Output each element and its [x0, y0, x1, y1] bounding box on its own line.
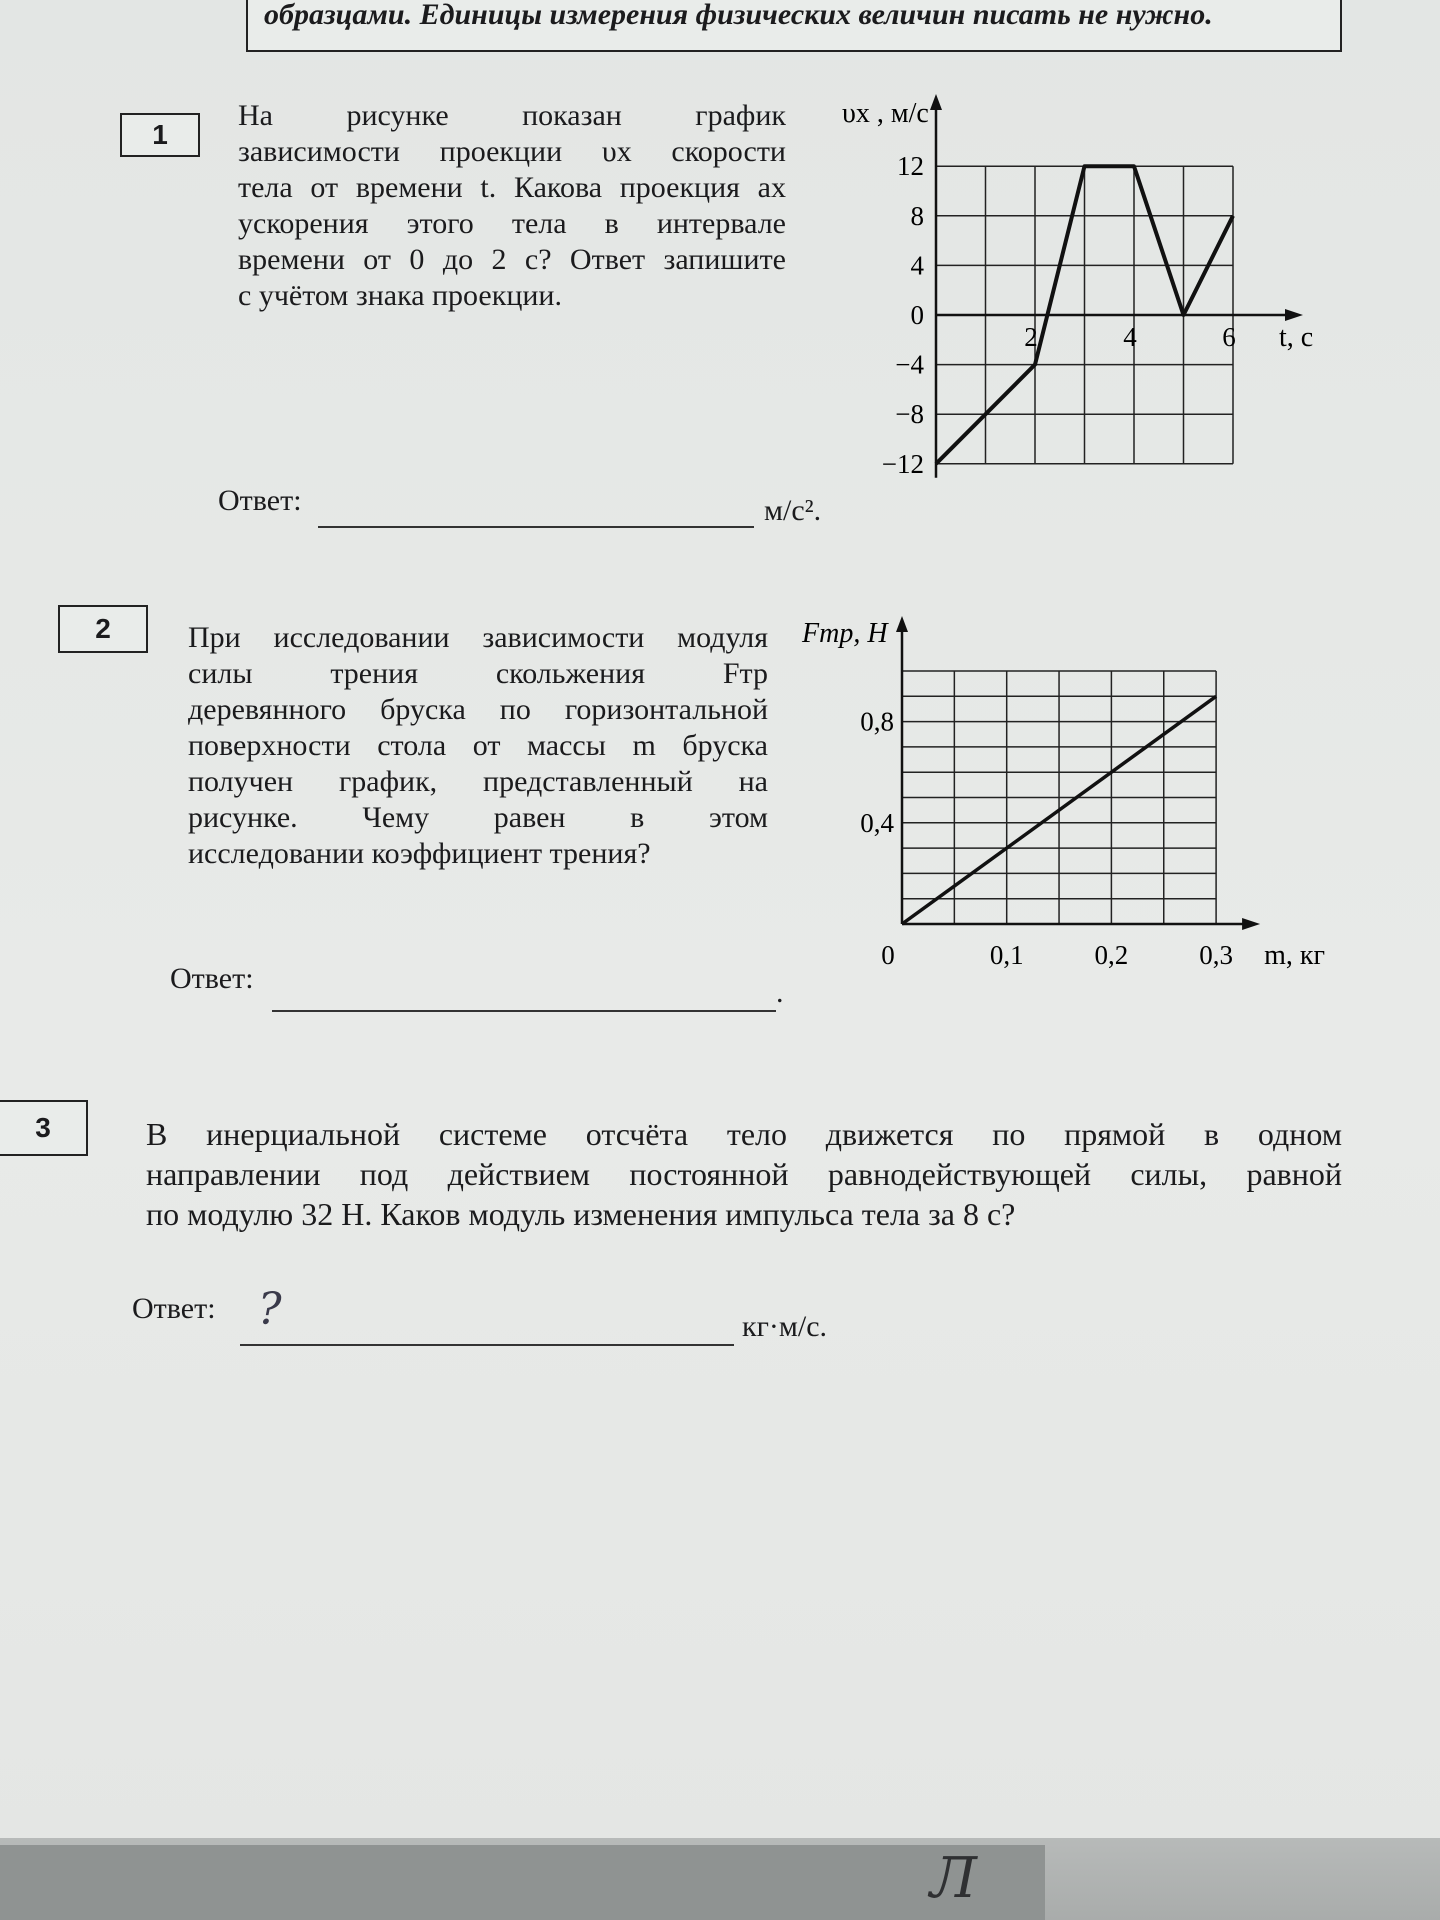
velocity-time-chart: [840, 92, 1340, 492]
y-axis-arrow: [930, 94, 942, 110]
y-tick-label: 0,8: [860, 706, 894, 737]
y-axis-label: υx , м/с: [842, 98, 929, 129]
x-tick-label: 4: [1123, 322, 1137, 352]
handwritten-mark: Л: [930, 1846, 977, 1911]
x-axis-arrow: [1285, 309, 1303, 321]
x-tick-label: 6: [1222, 322, 1236, 352]
question-2-line: деревянного бруска по горизонтальной: [188, 693, 768, 726]
question-1-answer-unit: м/с².: [764, 494, 822, 527]
question-2-number: 2: [58, 605, 148, 653]
x-axis-arrow: [1242, 918, 1260, 930]
question-3-answer-unit: кг·м/с.: [742, 1310, 828, 1343]
question-2-text: [188, 620, 768, 872]
question-2-line: При исследовании зависимости модуля: [188, 621, 768, 654]
y-tick-label: 12: [897, 151, 924, 182]
question-3-number: 3: [0, 1100, 88, 1156]
question-2-line: исследовании коэффициент трения?: [188, 837, 651, 870]
question-1-text: [238, 98, 786, 314]
y-tick-label: 8: [910, 200, 924, 231]
question-3-answer-field[interactable]: [240, 1284, 734, 1346]
question-2-line: рисунке. Чему равен в этом: [188, 801, 768, 834]
x-axis-label: m, кг: [1264, 940, 1325, 971]
instructions-line-2: образцами. Единицы измерения физических величин писать не нужно.: [264, 0, 1213, 31]
friction-force-mass-chart: [796, 612, 1356, 992]
x-tick-label: 0,2: [1094, 940, 1129, 970]
y-tick-label: 4: [910, 250, 924, 281]
y-tick-label: 0: [910, 300, 924, 330]
y-tick-label: −12: [881, 448, 924, 479]
question-2-answer-unit: .: [776, 976, 784, 1009]
question-3-line: В инерциальной системе отсчёта тело движется по прямой в одном: [146, 1116, 1342, 1152]
question-3-answer-label: Ответ:: [132, 1292, 216, 1325]
y-tick-label: −4: [895, 349, 924, 380]
x-tick-label: 2: [1024, 322, 1038, 352]
y-tick-label: 0,4: [860, 807, 894, 838]
y-tick-label: −8: [895, 399, 924, 430]
question-3-text: [146, 1114, 1342, 1234]
question-2-line: получен график, представленный на: [188, 765, 768, 798]
y-axis-label: Fтр, Н: [802, 618, 888, 649]
question-2-answer-field[interactable]: [272, 970, 776, 1012]
y-axis-arrow: [896, 616, 908, 632]
question-1-line: тела от времени t. Какова проекция ax: [238, 171, 786, 204]
x-axis-label: t, с: [1279, 322, 1314, 353]
question-2-line: поверхности стола от массы m бруска: [188, 729, 768, 762]
question-2-line: силы трения скольжения Fтр: [188, 657, 768, 690]
question-1-line: ускорения этого тела в интервале: [238, 207, 786, 240]
instructions-box: [246, 0, 1342, 52]
x-tick-label: 0,3: [1199, 940, 1233, 970]
question-3-line: направлении под действием постоянной равнодействующей силы, равной: [146, 1156, 1342, 1192]
question-1-answer-field[interactable]: [318, 492, 754, 528]
question-1-line: с учётом знака проекции.: [238, 279, 562, 312]
question-2-answer-label: Ответ:: [170, 962, 254, 995]
question-1-answer-label: Ответ:: [218, 484, 302, 517]
x-tick-label: 0: [881, 940, 895, 970]
question-3-line: по модулю 32 Н. Каков модуль изменения импульса тела за 8 с?: [146, 1196, 1016, 1232]
question-1-line: На рисунке показан график: [238, 99, 786, 132]
question-1-line: времени от 0 до 2 с? Ответ запишите: [238, 243, 786, 276]
question-1-line: зависимости проекции υx скорости: [238, 135, 786, 168]
question-3-answer-value: ?: [258, 1284, 282, 1335]
x-tick-label: 0,1: [989, 940, 1024, 970]
question-1-number: 1: [120, 113, 200, 157]
next-page-edge: [0, 1845, 1045, 1920]
